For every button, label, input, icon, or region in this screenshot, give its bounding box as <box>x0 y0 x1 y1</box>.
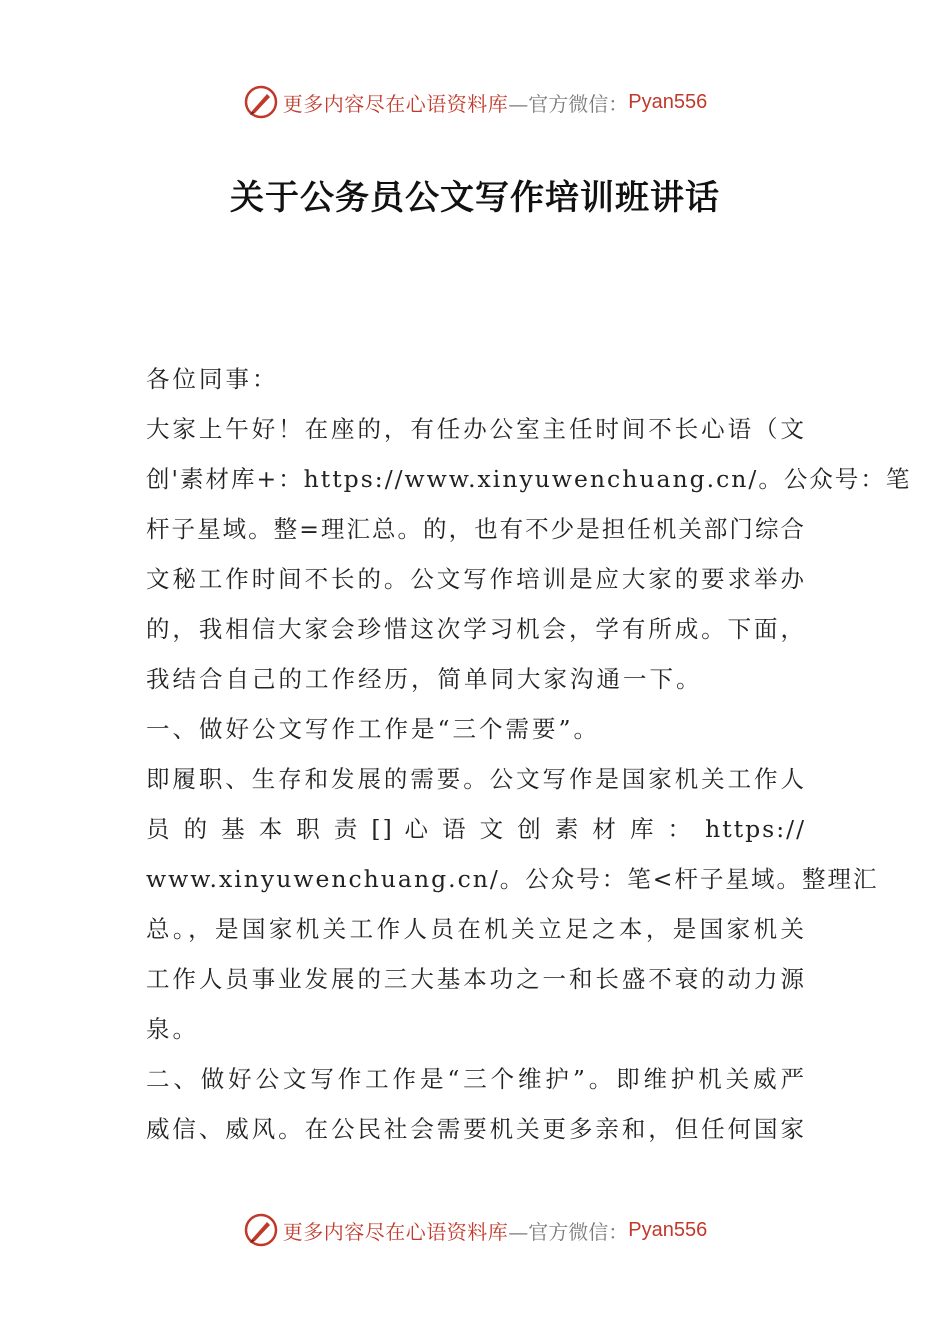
body-line: 员 的 基 本 职 责 [] 心 语 文 创 素 材 库 ： https:// <box>146 815 806 843</box>
body-line: 文秘工作时间不长的。公文写作培训是应大家的要求举办 <box>146 565 806 593</box>
banner-brand-text: 更多内容尽在心语资料库 <box>282 1219 509 1244</box>
document-title: 关于公务员公文写作培训班讲话 <box>230 178 720 218</box>
body-line: 即履职、生存和发展的需要。公文写作是国家机关工作人 <box>146 765 806 793</box>
body-line: 创'素材库+：https://www.xinyuwenchuang.cn/。公众号：笔 <box>146 465 912 493</box>
body-line: 泉。 <box>146 1015 199 1043</box>
body-line: 大家上午好！在座的，有任办公室主任时间不长心语（文 <box>146 415 806 443</box>
body-line: 工作人员事业发展的三大基本功之一和长盛不衰的动力源 <box>146 965 806 993</box>
banner-sub-text: —官方微信： <box>508 1219 629 1244</box>
pen-logo-icon <box>243 1212 279 1248</box>
document-body <box>146 354 912 1154</box>
body-line: 杆子星域。整=理汇总。的，也有不少是担任机关部门综合 <box>146 515 806 543</box>
banner-wechat-id: Pyan556 <box>628 1218 708 1241</box>
banner-brand-text: 更多内容尽在心语资料库 <box>282 91 509 116</box>
body-line: www.xinyuwenchuang.cn/。公众号：笔<杆子星域。整理汇 <box>146 865 879 893</box>
banner-sub-text: —官方微信： <box>508 91 629 116</box>
body-line: 总。，是国家机关工作人员在机关立足之本，是国家机关 <box>146 915 806 943</box>
salutation-line: 各位同事： <box>146 365 279 393</box>
section-heading-2: 二、做好公文写作工作是“三个维护”。即维护机关威严 <box>146 1065 806 1093</box>
body-line: 威信、威风。在公民社会需要机关更多亲和，但任何国家 <box>146 1115 806 1143</box>
banner-wechat-id: Pyan556 <box>628 90 708 113</box>
body-line: 我结合自己的工作经历，简单同大家沟通一下。 <box>146 665 703 693</box>
section-heading-1: 一、做好公文写作工作是“三个需要”。 <box>146 715 601 743</box>
pen-logo-icon <box>243 84 279 120</box>
body-line: 的，我相信大家会珍惜这次学习机会，学有所成。下面， <box>146 615 806 643</box>
header-watermark-banner <box>0 80 950 124</box>
footer-watermark-banner <box>0 1208 950 1252</box>
